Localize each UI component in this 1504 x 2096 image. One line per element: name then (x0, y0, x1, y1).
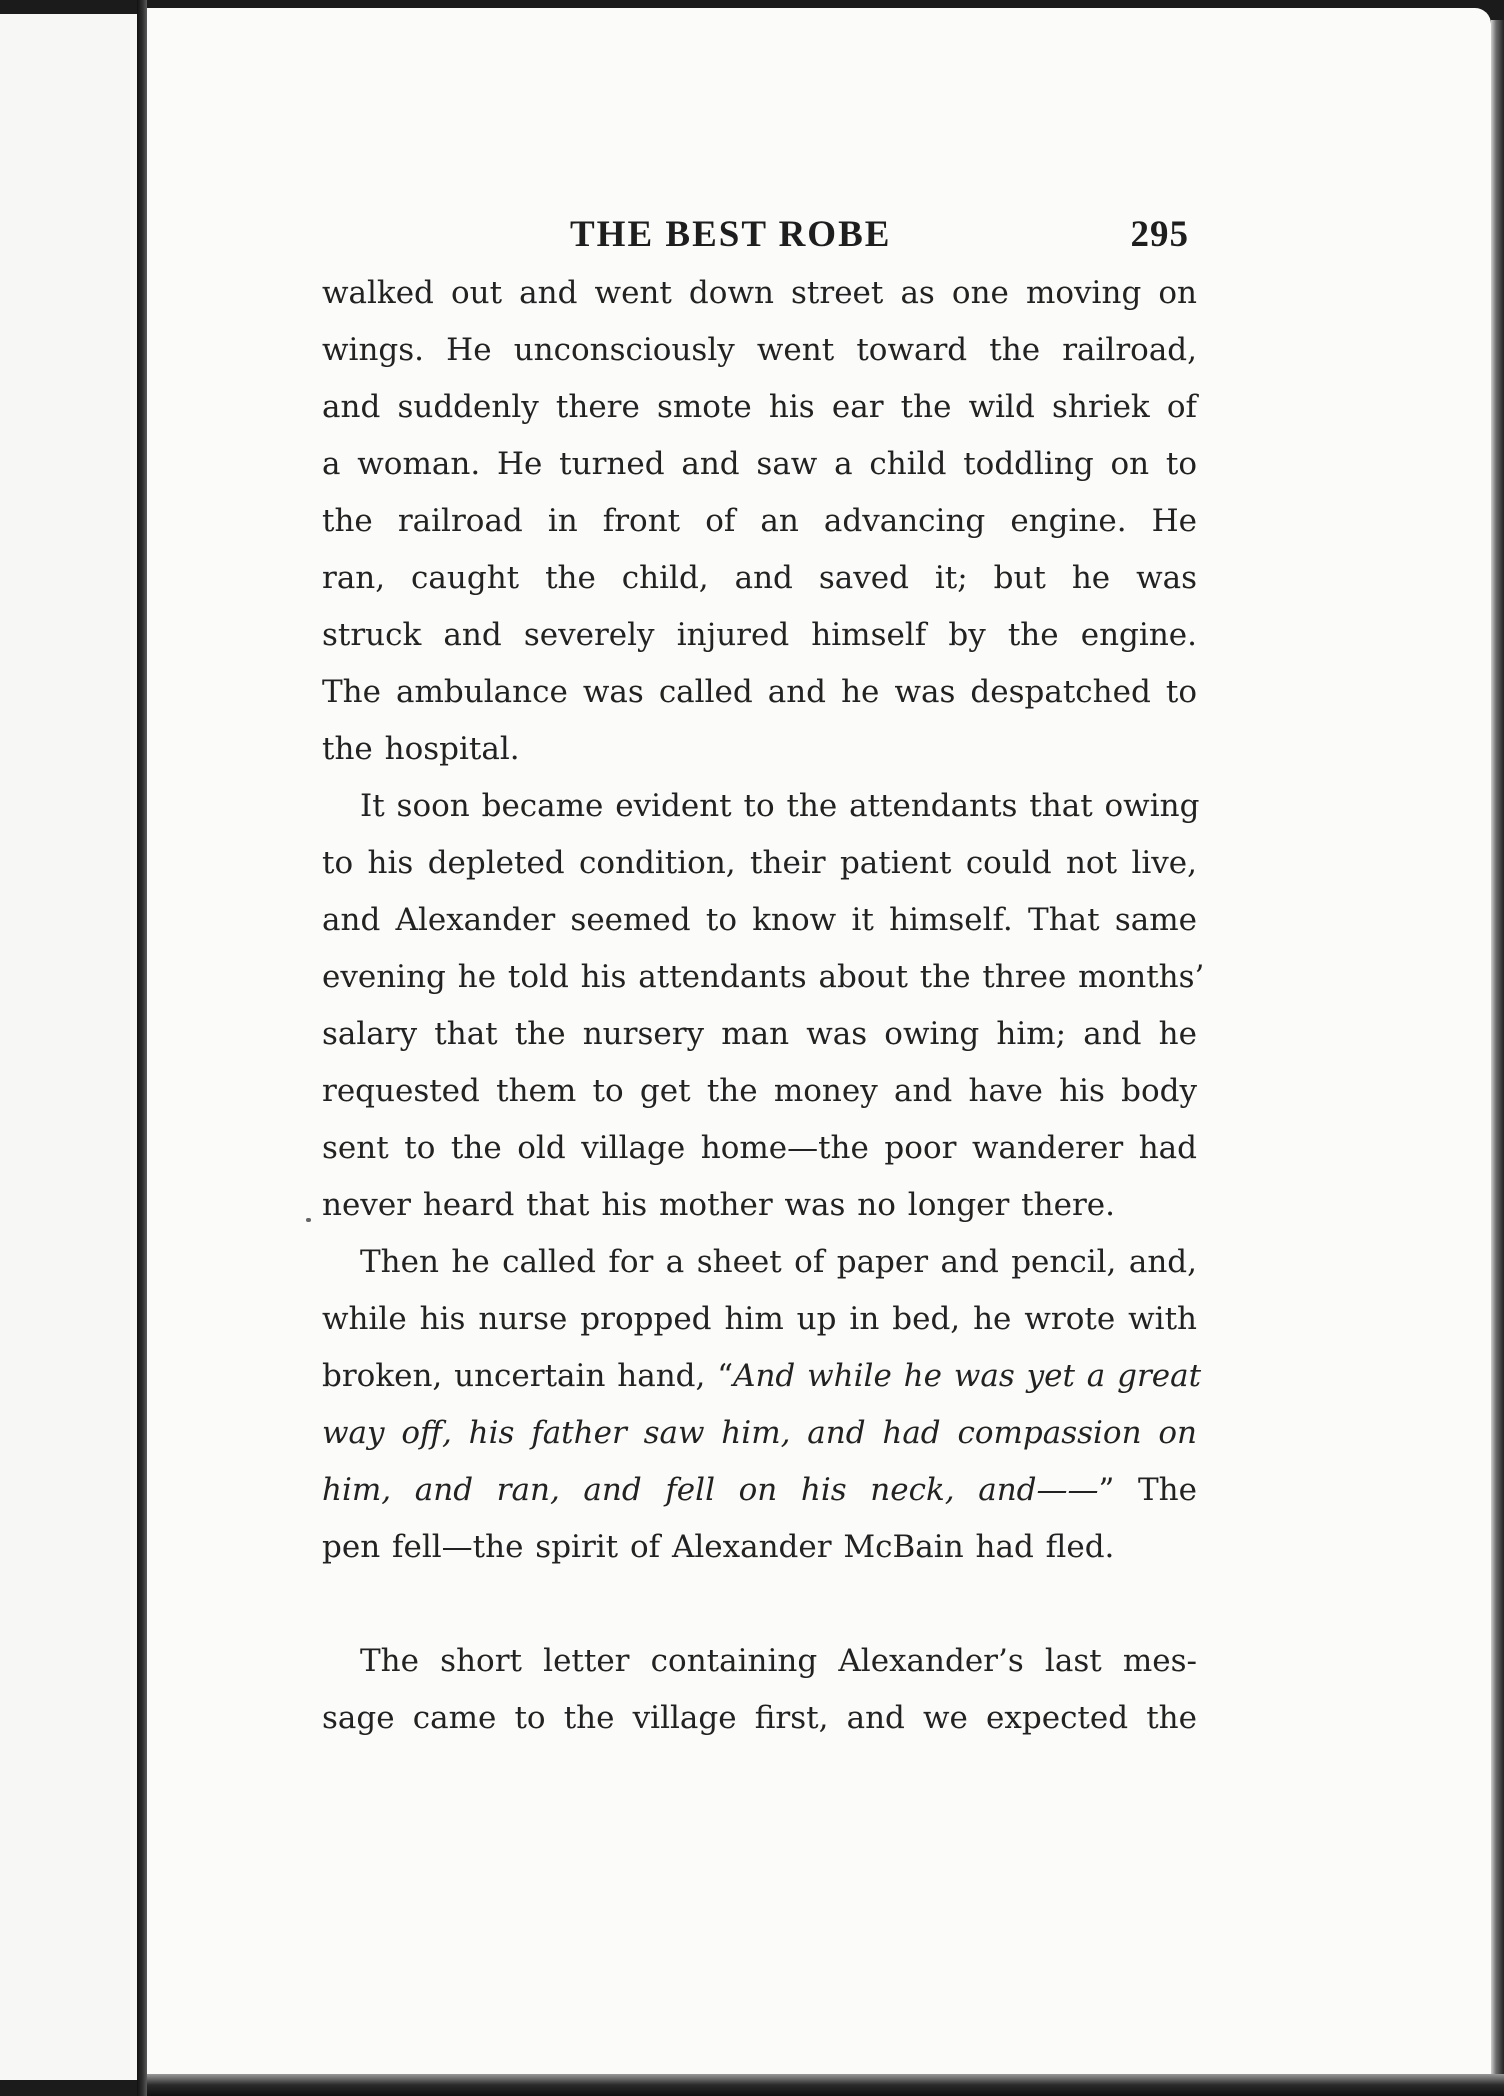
text-line: sage came to the village first, and we expected the (322, 1700, 1197, 1736)
text-line: and suddenly there smote his ear the wild shriek of (322, 389, 1197, 425)
page-bottom-edge (147, 2074, 1504, 2096)
text-line: walked out and went down street as one moving on (322, 275, 1197, 311)
quoted-scripture: him, and ran, and fell on his neck, and—— (322, 1472, 1099, 1508)
paragraph-1 (322, 265, 1197, 778)
text-run: ” The (1098, 1472, 1197, 1508)
book-gutter (137, 0, 147, 2096)
quoted-scripture: And while he was yet a great (733, 1358, 1202, 1394)
paragraph-4 (322, 1633, 1197, 1747)
text-line: never heard that his mother was no longer there. (322, 1187, 1115, 1223)
text-line: the hospital. (322, 731, 520, 767)
text-line: salary that the nursery man was owing him; and he (322, 1016, 1197, 1052)
text-line: The short letter containing Alexander’s last mes- (360, 1643, 1197, 1679)
text-line-mixed (322, 1462, 1197, 1519)
text-line: ran, caught the child, and saved it; but he was (322, 560, 1197, 596)
text-line: The ambulance was called and he was despatched to (322, 674, 1197, 710)
page-text (322, 205, 1205, 1747)
text-line: Then he called for a sheet of paper and pencil, and, (360, 1244, 1197, 1280)
text-line: a woman. He turned and saw a child toddling on to (322, 446, 1197, 482)
text-line: sent to the old village home—the poor wanderer had (322, 1130, 1197, 1166)
page-fore-edge (1491, 20, 1504, 2096)
text-line: requested them to get the money and have his body (322, 1073, 1197, 1109)
paragraph-3 (322, 1234, 1202, 1576)
running-head (322, 205, 1197, 265)
section-break (322, 1576, 1197, 1633)
text-run: broken, uncertain hand, “ (322, 1358, 734, 1394)
running-title: THE BEST ROBE (570, 214, 892, 255)
text-line: the railroad in front of an advancing engine. He (322, 503, 1197, 539)
text-line: and Alexander seemed to know it himself. That same (322, 902, 1197, 938)
paragraph-2 (322, 778, 1205, 1234)
text-line: pen fell—the spirit of Alexander McBain had fled. (322, 1529, 1115, 1565)
text-line: wings. He unconsciously went toward the railroad, (322, 332, 1197, 368)
text-line: while his nurse propped him up in bed, he wrote with (322, 1301, 1197, 1337)
text-line: evening he told his attendants about the three months’ (322, 959, 1205, 995)
text-line: to his depleted condition, their patient could not live, (322, 845, 1197, 881)
print-speck (306, 1218, 311, 1222)
text-line: It soon became evident to the attendants that owing (360, 788, 1200, 824)
text-line-mixed (322, 1348, 1202, 1405)
page-number: 295 (1130, 214, 1189, 255)
left-page-margin (0, 14, 137, 2080)
text-line: struck and severely injured himself by the engine. (322, 617, 1197, 653)
quoted-scripture: way off, his father saw him, and had compassion on (322, 1415, 1197, 1451)
